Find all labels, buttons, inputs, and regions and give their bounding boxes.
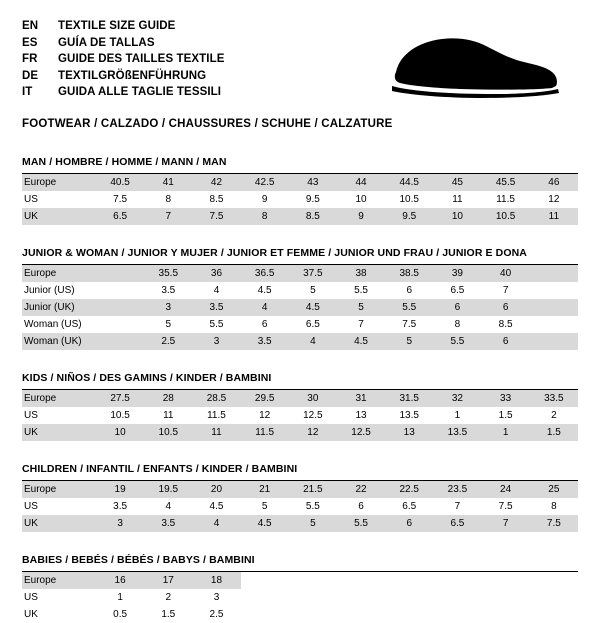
cell: 9 bbox=[337, 208, 385, 225]
cell bbox=[530, 572, 578, 589]
cell bbox=[530, 333, 578, 350]
cell bbox=[96, 333, 144, 350]
cell: 11.5 bbox=[207, 410, 226, 421]
cell: 6 bbox=[482, 299, 530, 316]
cell: 4 bbox=[165, 501, 172, 512]
size-group-kids bbox=[22, 372, 578, 441]
row-label: Europe bbox=[22, 265, 96, 282]
cell: 33 bbox=[482, 390, 530, 407]
cell: 1 bbox=[117, 592, 123, 603]
row-label: Woman (US) bbox=[24, 319, 82, 330]
cell: 12 bbox=[259, 410, 271, 421]
language-title: TEXTILGRÖßENFÜHRUNG bbox=[58, 69, 207, 82]
table-row bbox=[22, 481, 578, 498]
cell: 9 bbox=[261, 194, 268, 205]
cell: 1.5 bbox=[530, 424, 578, 441]
row-label: Junior (US) bbox=[24, 285, 75, 296]
cell: 40 bbox=[482, 265, 530, 282]
cell: 7 bbox=[482, 515, 530, 532]
language-title: GUIDE DES TAILLES TEXTILE bbox=[58, 53, 225, 65]
cell: 19.5 bbox=[144, 481, 192, 498]
group-title: JUNIOR & WOMAN / JUNIOR Y MUJER / JUNIOR ET FEMME / JUNIOR UND FRAU / JUNIOR E DONA bbox=[22, 247, 578, 265]
cell: 17 bbox=[144, 572, 192, 589]
cell: 22 bbox=[337, 481, 385, 498]
dress-shoe-icon bbox=[374, 26, 574, 104]
cell: 25 bbox=[530, 481, 578, 498]
cell: 4.5 bbox=[337, 333, 385, 350]
cell: 45 bbox=[433, 174, 481, 191]
language-title-list bbox=[22, 18, 225, 101]
size-group-man bbox=[22, 156, 578, 225]
cell bbox=[337, 606, 385, 623]
cell bbox=[530, 589, 578, 606]
cell bbox=[433, 572, 481, 589]
cell: 7.5 bbox=[530, 515, 578, 532]
cell: 4 bbox=[241, 299, 289, 316]
cell: 8 bbox=[241, 208, 289, 225]
cell: 8 bbox=[454, 319, 461, 330]
cell: 11 bbox=[530, 208, 578, 225]
cell: 40.5 bbox=[96, 174, 144, 191]
cell: 10.5 bbox=[399, 194, 419, 205]
cell: 42 bbox=[192, 174, 240, 191]
cell: 3 bbox=[96, 515, 144, 532]
cell bbox=[96, 316, 144, 333]
language-row bbox=[22, 18, 225, 35]
cell: 5 bbox=[310, 285, 316, 296]
cell bbox=[385, 572, 433, 589]
footwear-section-title: FOOTWEAR / CALZADO / CHAUSSURES / SCHUHE / CALZATURE bbox=[22, 118, 393, 130]
cell: 37.5 bbox=[289, 265, 337, 282]
cell: 31.5 bbox=[385, 390, 433, 407]
cell: 30 bbox=[289, 390, 337, 407]
cell: 3 bbox=[192, 333, 240, 350]
row-label: Woman (UK) bbox=[22, 333, 96, 350]
row-label: Europe bbox=[22, 572, 96, 589]
cell: 5.5 bbox=[305, 501, 320, 512]
cell: 10 bbox=[433, 208, 481, 225]
row-label: UK bbox=[24, 609, 38, 620]
cell: 5.5 bbox=[433, 333, 481, 350]
cell: 35.5 bbox=[144, 265, 192, 282]
cell: 3.5 bbox=[241, 333, 289, 350]
cell: 21.5 bbox=[289, 481, 337, 498]
cell bbox=[289, 606, 337, 623]
cell: 6.5 bbox=[305, 319, 320, 330]
cell: 8 bbox=[551, 501, 557, 512]
cell bbox=[289, 572, 337, 589]
cell bbox=[530, 606, 578, 623]
cell bbox=[241, 572, 289, 589]
cell: 13.5 bbox=[399, 410, 419, 421]
row-label: Junior (UK) bbox=[22, 299, 96, 316]
cell: 6 bbox=[406, 285, 412, 296]
cell: 43 bbox=[289, 174, 337, 191]
cell bbox=[482, 606, 530, 623]
cell: 13.5 bbox=[433, 424, 481, 441]
row-label: US bbox=[24, 410, 38, 421]
cell: 6.5 bbox=[96, 208, 144, 225]
cell: 4 bbox=[289, 333, 337, 350]
cell: 24 bbox=[482, 481, 530, 498]
table-row bbox=[22, 316, 578, 333]
table-row bbox=[22, 299, 578, 316]
cell: 6.5 bbox=[402, 501, 417, 512]
cell: 7.5 bbox=[402, 319, 417, 330]
cell: 2 bbox=[165, 592, 172, 603]
table-row bbox=[22, 390, 578, 407]
cell: 2.5 bbox=[209, 609, 224, 620]
cell: 3.5 bbox=[113, 501, 128, 512]
cell: 11.5 bbox=[496, 194, 515, 205]
group-title: BABIES / BEBÉS / BÉBÉS / BABYS / BAMBINI bbox=[22, 554, 578, 572]
row-label: US bbox=[24, 592, 38, 603]
language-code: FR bbox=[22, 53, 38, 65]
cell: 3.5 bbox=[192, 299, 240, 316]
cell: 11 bbox=[163, 410, 174, 421]
cell: 10.5 bbox=[144, 424, 192, 441]
cell bbox=[241, 606, 289, 623]
cell: 38.5 bbox=[385, 265, 433, 282]
table-row bbox=[22, 498, 578, 515]
cell: 42.5 bbox=[241, 174, 289, 191]
group-title: CHILDREN / INFANTIL / ENFANTS / KINDER / BAMBINI bbox=[22, 463, 578, 481]
cell: 5.5 bbox=[385, 299, 433, 316]
cell: 0.5 bbox=[113, 609, 128, 620]
cell bbox=[241, 589, 289, 606]
size-table bbox=[22, 481, 578, 532]
cell: 4.5 bbox=[241, 515, 289, 532]
cell bbox=[530, 316, 578, 333]
cell: 7 bbox=[358, 319, 364, 330]
cell: 8.5 bbox=[289, 208, 337, 225]
cell: 3.5 bbox=[161, 285, 176, 296]
cell: 28 bbox=[144, 390, 192, 407]
cell: 3 bbox=[144, 299, 192, 316]
cell: 29.5 bbox=[241, 390, 289, 407]
cell: 6 bbox=[433, 299, 481, 316]
cell: 6.5 bbox=[450, 285, 465, 296]
cell: 5.5 bbox=[354, 285, 368, 296]
cell bbox=[385, 589, 433, 606]
table-row bbox=[22, 572, 578, 589]
size-table bbox=[22, 390, 578, 441]
cell: 7.5 bbox=[192, 208, 240, 225]
language-title: GUÍA DE TALLAS bbox=[58, 36, 155, 49]
cell: 12.5 bbox=[303, 410, 323, 421]
cell: 31 bbox=[337, 390, 385, 407]
cell: 5 bbox=[289, 515, 337, 532]
cell: 44 bbox=[337, 174, 385, 191]
language-code: IT bbox=[22, 86, 33, 98]
cell: 44.5 bbox=[385, 174, 433, 191]
row-label: US bbox=[24, 194, 38, 205]
cell: 4.5 bbox=[257, 285, 272, 296]
cell: 9.5 bbox=[385, 208, 433, 225]
document-header bbox=[22, 18, 578, 104]
language-title: GUIDA ALLE TAGLIE TESSILI bbox=[58, 86, 222, 98]
cell: 12 bbox=[548, 194, 560, 205]
table-row bbox=[22, 407, 578, 424]
cell: 7 bbox=[454, 501, 461, 512]
row-label: UK bbox=[22, 208, 96, 225]
group-title: KIDS / NIÑOS / DES GAMINS / KINDER / BAMBINI bbox=[22, 372, 578, 390]
cell: 10.5 bbox=[482, 208, 530, 225]
table-row bbox=[22, 265, 578, 282]
cell: 4.5 bbox=[209, 501, 224, 512]
language-row bbox=[22, 84, 225, 101]
cell bbox=[337, 589, 385, 606]
cell: 4.5 bbox=[289, 299, 337, 316]
row-label: UK bbox=[22, 515, 96, 532]
cell: 6 bbox=[358, 501, 364, 512]
language-code: DE bbox=[22, 69, 39, 82]
table-row bbox=[22, 606, 578, 623]
cell: 16 bbox=[96, 572, 144, 589]
cell: 22.5 bbox=[385, 481, 433, 498]
cell: 32 bbox=[433, 390, 481, 407]
cell: 12 bbox=[289, 424, 337, 441]
table-row bbox=[22, 333, 578, 350]
size-table bbox=[22, 174, 578, 225]
row-label: US bbox=[24, 501, 38, 512]
cell: 21 bbox=[241, 481, 289, 498]
cell bbox=[337, 572, 385, 589]
cell: 6 bbox=[385, 515, 433, 532]
cell bbox=[482, 589, 530, 606]
size-group-junior-woman bbox=[22, 247, 578, 350]
cell: 5 bbox=[337, 299, 385, 316]
cell: 5 bbox=[165, 319, 172, 330]
cell: 8 bbox=[165, 194, 172, 205]
row-label: UK bbox=[22, 424, 96, 441]
cell bbox=[433, 606, 481, 623]
row-label: Europe bbox=[22, 481, 96, 498]
cell: 1.5 bbox=[161, 609, 176, 620]
cell: 1 bbox=[482, 424, 530, 441]
cell: 5 bbox=[385, 333, 433, 350]
cell: 6.5 bbox=[433, 515, 481, 532]
language-row bbox=[22, 51, 225, 68]
size-table bbox=[22, 572, 578, 623]
cell: 10 bbox=[355, 194, 367, 205]
cell bbox=[96, 299, 144, 316]
cell: 13 bbox=[355, 410, 367, 421]
cell bbox=[530, 282, 578, 299]
cell: 41 bbox=[144, 174, 192, 191]
cell bbox=[96, 282, 144, 299]
cell bbox=[482, 572, 530, 589]
cell bbox=[385, 606, 433, 623]
cell: 8.5 bbox=[209, 194, 224, 205]
table-row bbox=[22, 191, 578, 208]
cell: 7.5 bbox=[113, 194, 128, 205]
table-row bbox=[22, 424, 578, 441]
cell: 8.5 bbox=[498, 319, 513, 330]
size-table bbox=[22, 265, 578, 350]
cell: 1.5 bbox=[498, 410, 513, 421]
group-title: MAN / HOMBRE / HOMME / MANN / MAN bbox=[22, 156, 578, 174]
cell: 2.5 bbox=[144, 333, 192, 350]
cell: 38 bbox=[337, 265, 385, 282]
cell: 11.5 bbox=[241, 424, 289, 441]
cell: 2 bbox=[551, 410, 557, 421]
cell: 5.5 bbox=[337, 515, 385, 532]
cell: 4 bbox=[192, 515, 240, 532]
cell: 5.5 bbox=[209, 319, 224, 330]
cell: 11 bbox=[192, 424, 240, 441]
cell: 39 bbox=[433, 265, 481, 282]
cell: 7.5 bbox=[498, 501, 513, 512]
cell: 3.5 bbox=[144, 515, 192, 532]
cell: 3 bbox=[213, 592, 220, 603]
cell: 10.5 bbox=[110, 410, 130, 421]
cell bbox=[289, 589, 337, 606]
row-label: Europe bbox=[22, 174, 96, 191]
table-row bbox=[22, 208, 578, 225]
cell bbox=[96, 265, 144, 282]
cell: 7 bbox=[144, 208, 192, 225]
language-title: TEXTILE SIZE GUIDE bbox=[58, 20, 176, 32]
table-row bbox=[22, 515, 578, 532]
cell: 23.5 bbox=[433, 481, 481, 498]
table-row bbox=[22, 589, 578, 606]
cell: 4 bbox=[213, 285, 220, 296]
cell: 33.5 bbox=[530, 390, 578, 407]
cell: 36.5 bbox=[241, 265, 289, 282]
cell: 5 bbox=[261, 501, 268, 512]
cell: 45.5 bbox=[482, 174, 530, 191]
cell: 46 bbox=[530, 174, 578, 191]
size-group-children bbox=[22, 463, 578, 532]
cell: 28.5 bbox=[192, 390, 240, 407]
language-code: ES bbox=[22, 36, 38, 49]
cell: 18 bbox=[192, 572, 240, 589]
cell: 1 bbox=[454, 410, 461, 421]
cell: 7 bbox=[502, 285, 509, 296]
cell bbox=[433, 589, 481, 606]
table-row bbox=[22, 174, 578, 191]
table-row bbox=[22, 282, 578, 299]
cell: 27.5 bbox=[96, 390, 144, 407]
cell: 11 bbox=[452, 194, 463, 205]
cell: 12.5 bbox=[337, 424, 385, 441]
cell bbox=[530, 299, 578, 316]
cell: 36 bbox=[192, 265, 240, 282]
cell: 6 bbox=[261, 319, 268, 330]
cell: 20 bbox=[192, 481, 240, 498]
cell: 6 bbox=[482, 333, 530, 350]
language-row bbox=[22, 35, 225, 52]
row-label: Europe bbox=[22, 390, 96, 407]
cell: 10 bbox=[96, 424, 144, 441]
language-row bbox=[22, 68, 225, 85]
size-group-babies bbox=[22, 554, 578, 623]
cell: 9.5 bbox=[305, 194, 320, 205]
cell bbox=[530, 265, 578, 282]
cell: 19 bbox=[96, 481, 144, 498]
cell: 13 bbox=[385, 424, 433, 441]
language-code: EN bbox=[22, 20, 39, 32]
